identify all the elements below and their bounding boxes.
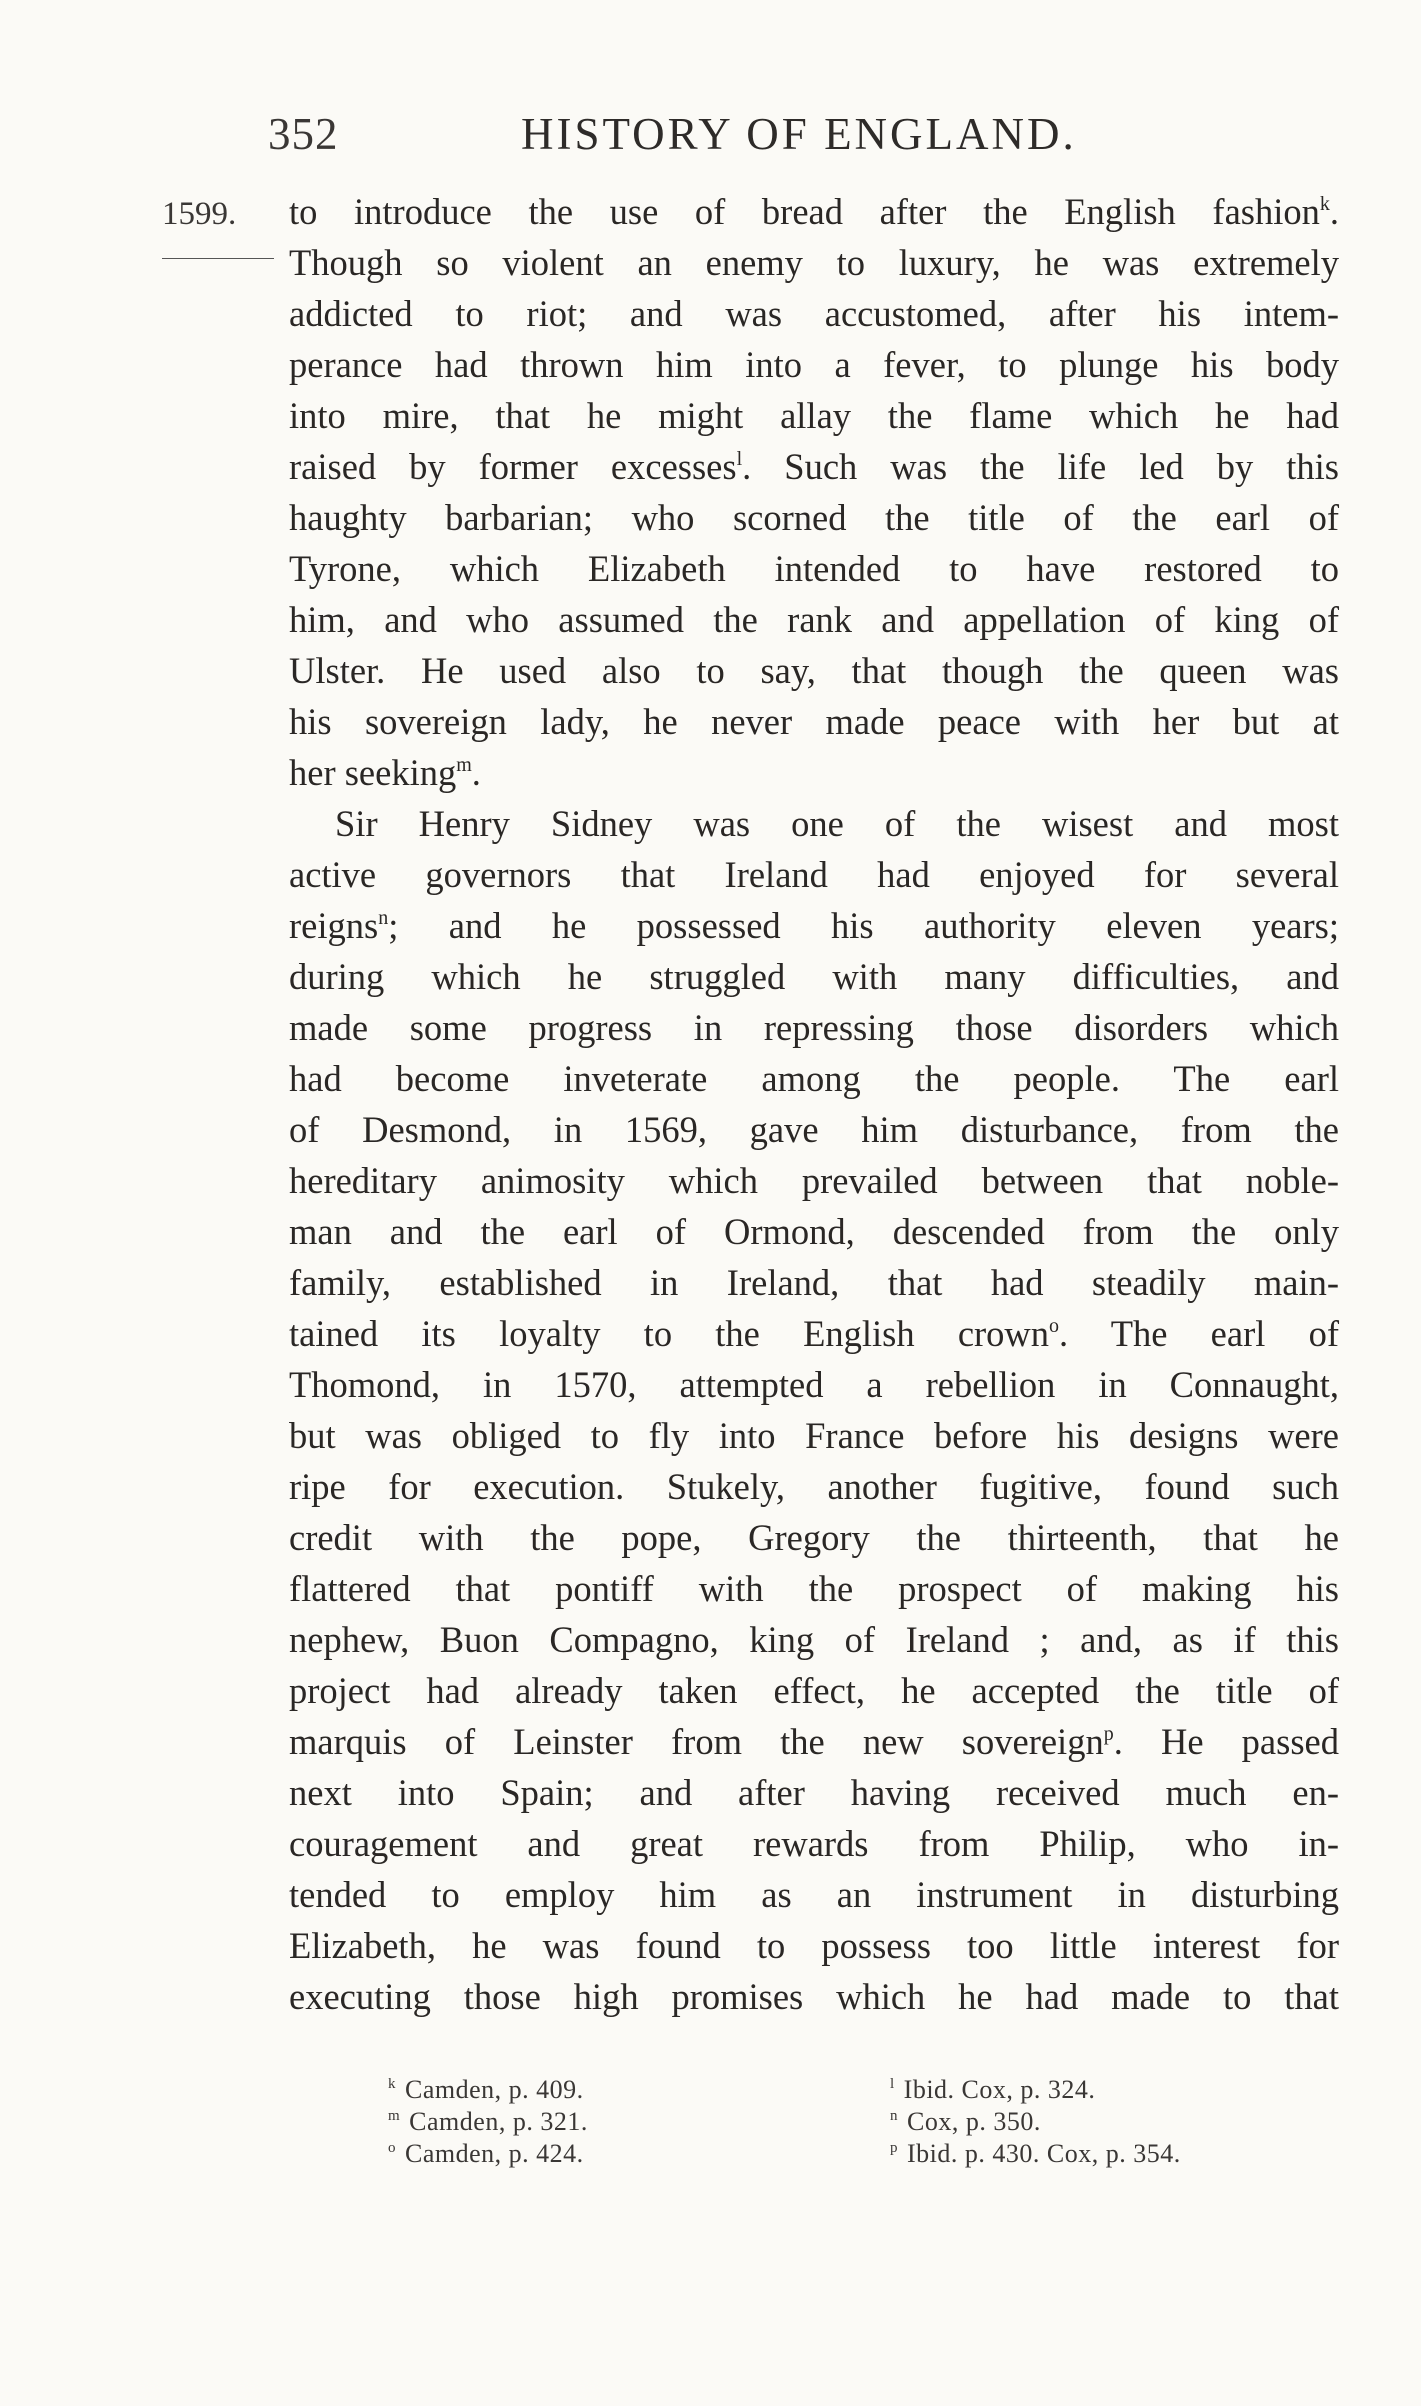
text-line-continuation: . The earl of: [1059, 1313, 1339, 1354]
text-line-main: flattered that pontiff with the prospect of making his: [289, 1568, 1339, 1609]
text-line-continuation: ; and he possessed his authority eleven years;: [388, 905, 1339, 946]
text-line-main: into mire, that he might allay the flame which he had: [289, 395, 1339, 436]
footnote-text: Camden, p. 424.: [405, 2139, 584, 2168]
text-line-main: tended to employ him as an instrument in disturbing: [289, 1874, 1339, 1915]
text-line-main: active governors that Ireland had enjoyed for several: [289, 854, 1339, 895]
text-line-continuation: .: [1329, 191, 1339, 232]
text-line: [289, 390, 1339, 441]
footnote-text: Ibid. Cox, p. 324.: [903, 2075, 1096, 2104]
text-line-main: him, and who assumed the rank and appellation of king of: [289, 599, 1339, 640]
text-line: [289, 441, 1339, 492]
footnote-text: Camden, p. 409.: [405, 2075, 584, 2104]
footnote-mark: o: [388, 2140, 396, 2156]
text-line: [289, 492, 1339, 543]
margin-year: 1599.: [162, 196, 237, 232]
text-line-continuation: . He passed: [1113, 1721, 1339, 1762]
text-line: [289, 798, 1339, 849]
footnote: [890, 2138, 1181, 2170]
footnote-reference: p: [1103, 1723, 1114, 1745]
footnotes-right-column: [890, 2074, 1181, 2170]
text-line: [289, 747, 1339, 798]
text-line: [289, 951, 1339, 1002]
text-line: [289, 849, 1339, 900]
text-line: [289, 1410, 1339, 1461]
text-line-main: family, established in Ireland, that had steadily main-: [289, 1262, 1339, 1303]
footnote: [388, 2074, 588, 2106]
footnotes-left-column: [388, 2074, 588, 2170]
text-line-main: had become inveterate among the people. The earl: [289, 1058, 1339, 1099]
text-line: [289, 594, 1339, 645]
text-line-main: reigns: [289, 905, 379, 946]
text-line: [289, 237, 1339, 288]
text-line: [289, 1767, 1339, 1818]
text-line-main: perance had thrown him into a fever, to plunge his body: [289, 344, 1339, 385]
footnote-reference: m: [456, 754, 472, 776]
text-line-continuation: .: [471, 752, 481, 793]
text-line: [289, 1563, 1339, 1614]
text-line-main: Tyrone, which Elizabeth intended to have restored to: [289, 548, 1339, 589]
text-line: [289, 1002, 1339, 1053]
text-line: [289, 288, 1339, 339]
text-line-main: addicted to riot; and was accustomed, after his intem-: [289, 293, 1339, 334]
text-line: [289, 900, 1339, 951]
text-line-main: nephew, Buon Compagno, king of Ireland ; and, as if this: [289, 1619, 1339, 1660]
text-line-main: couragement and great rewards from Philip, who in-: [289, 1823, 1339, 1864]
text-line: [289, 1206, 1339, 1257]
text-line-main: ripe for execution. Stukely, another fugitive, found such: [289, 1466, 1339, 1507]
footnote-mark: n: [890, 2108, 898, 2124]
text-line-main: project had already taken effect, he accepted the title of: [289, 1670, 1339, 1711]
text-line-main: Ulster. He used also to say, that though the queen was: [289, 650, 1339, 691]
text-line: [289, 1257, 1339, 1308]
footnote-reference: k: [1319, 193, 1330, 215]
footnote-text: Cox, p. 350.: [907, 2107, 1041, 2136]
text-line: [289, 1665, 1339, 1716]
page-number: 352: [268, 109, 339, 159]
footnote-text: Ibid. p. 430. Cox, p. 354.: [907, 2139, 1181, 2168]
text-line-main: tained its loyalty to the English crown: [289, 1313, 1050, 1354]
text-line-main: Though so violent an enemy to luxury, he was extremely: [289, 242, 1339, 283]
text-line-main: Sir Henry Sidney was one of the wisest and most: [335, 803, 1339, 844]
footnote: [388, 2138, 588, 2170]
text-line: [289, 339, 1339, 390]
text-line-main: next into Spain; and after having received much en-: [289, 1772, 1339, 1813]
text-line-main: of Desmond, in 1569, gave him disturbance, from the: [289, 1109, 1339, 1150]
text-line: [289, 543, 1339, 594]
text-line-main: to introduce the use of bread after the English fashion: [289, 191, 1320, 232]
text-line: [289, 1512, 1339, 1563]
footnote: [388, 2106, 588, 2138]
body-text: [289, 186, 1339, 2022]
footnote-mark: l: [890, 2076, 895, 2092]
footnote-reference: l: [736, 448, 743, 470]
text-line-main: during which he struggled with many difficulties, and: [289, 956, 1339, 997]
text-line: [289, 1359, 1339, 1410]
footnote-reference: n: [378, 907, 389, 929]
page-header: [268, 108, 1108, 168]
footnote: [890, 2074, 1181, 2106]
text-line: [289, 645, 1339, 696]
text-line: [289, 1461, 1339, 1512]
footnote-mark: k: [388, 2076, 396, 2092]
text-line: [289, 696, 1339, 747]
text-line-main: his sovereign lady, he never made peace with her but at: [289, 701, 1339, 742]
footnote-mark: p: [890, 2140, 898, 2156]
text-line-main: credit with the pope, Gregory the thirteenth, that he: [289, 1517, 1339, 1558]
text-line: [289, 186, 1339, 237]
text-line: [289, 1971, 1339, 2022]
margin-rule: [162, 258, 274, 259]
footnote-reference: o: [1049, 1315, 1060, 1337]
footnote-text: Camden, p. 321.: [409, 2107, 588, 2136]
footnote: [890, 2106, 1181, 2138]
text-line-main: haughty barbarian; who scorned the title of the earl of: [289, 497, 1339, 538]
text-line-main: marquis of Leinster from the new sovereign: [289, 1721, 1104, 1762]
text-line-main: made some progress in repressing those disorders which: [289, 1007, 1339, 1048]
text-line: [289, 1818, 1339, 1869]
running-title: HISTORY OF ENGLAND.: [521, 109, 1077, 159]
footnotes: [388, 2074, 1308, 2184]
text-line: [289, 1869, 1339, 1920]
text-line: [289, 1053, 1339, 1104]
text-line: [289, 1716, 1339, 1767]
text-line-continuation: . Such was the life led by this: [742, 446, 1340, 487]
text-line-main: raised by former excesses: [289, 446, 737, 487]
text-line: [289, 1104, 1339, 1155]
text-line: [289, 1308, 1339, 1359]
text-line-main: man and the earl of Ormond, descended from the only: [289, 1211, 1339, 1252]
text-line-main: her seeking: [289, 752, 457, 793]
text-line: [289, 1155, 1339, 1206]
text-line: [289, 1614, 1339, 1665]
text-line: [289, 1920, 1339, 1971]
text-line-main: but was obliged to fly into France before his designs were: [289, 1415, 1339, 1456]
text-line-main: Elizabeth, he was found to possess too little interest for: [289, 1925, 1339, 1966]
text-line-main: Thomond, in 1570, attempted a rebellion in Connaught,: [289, 1364, 1339, 1405]
text-line-main: executing those high promises which he had made to that: [289, 1976, 1339, 2017]
text-line-main: hereditary animosity which prevailed between that noble-: [289, 1160, 1339, 1201]
footnote-mark: m: [388, 2108, 401, 2124]
